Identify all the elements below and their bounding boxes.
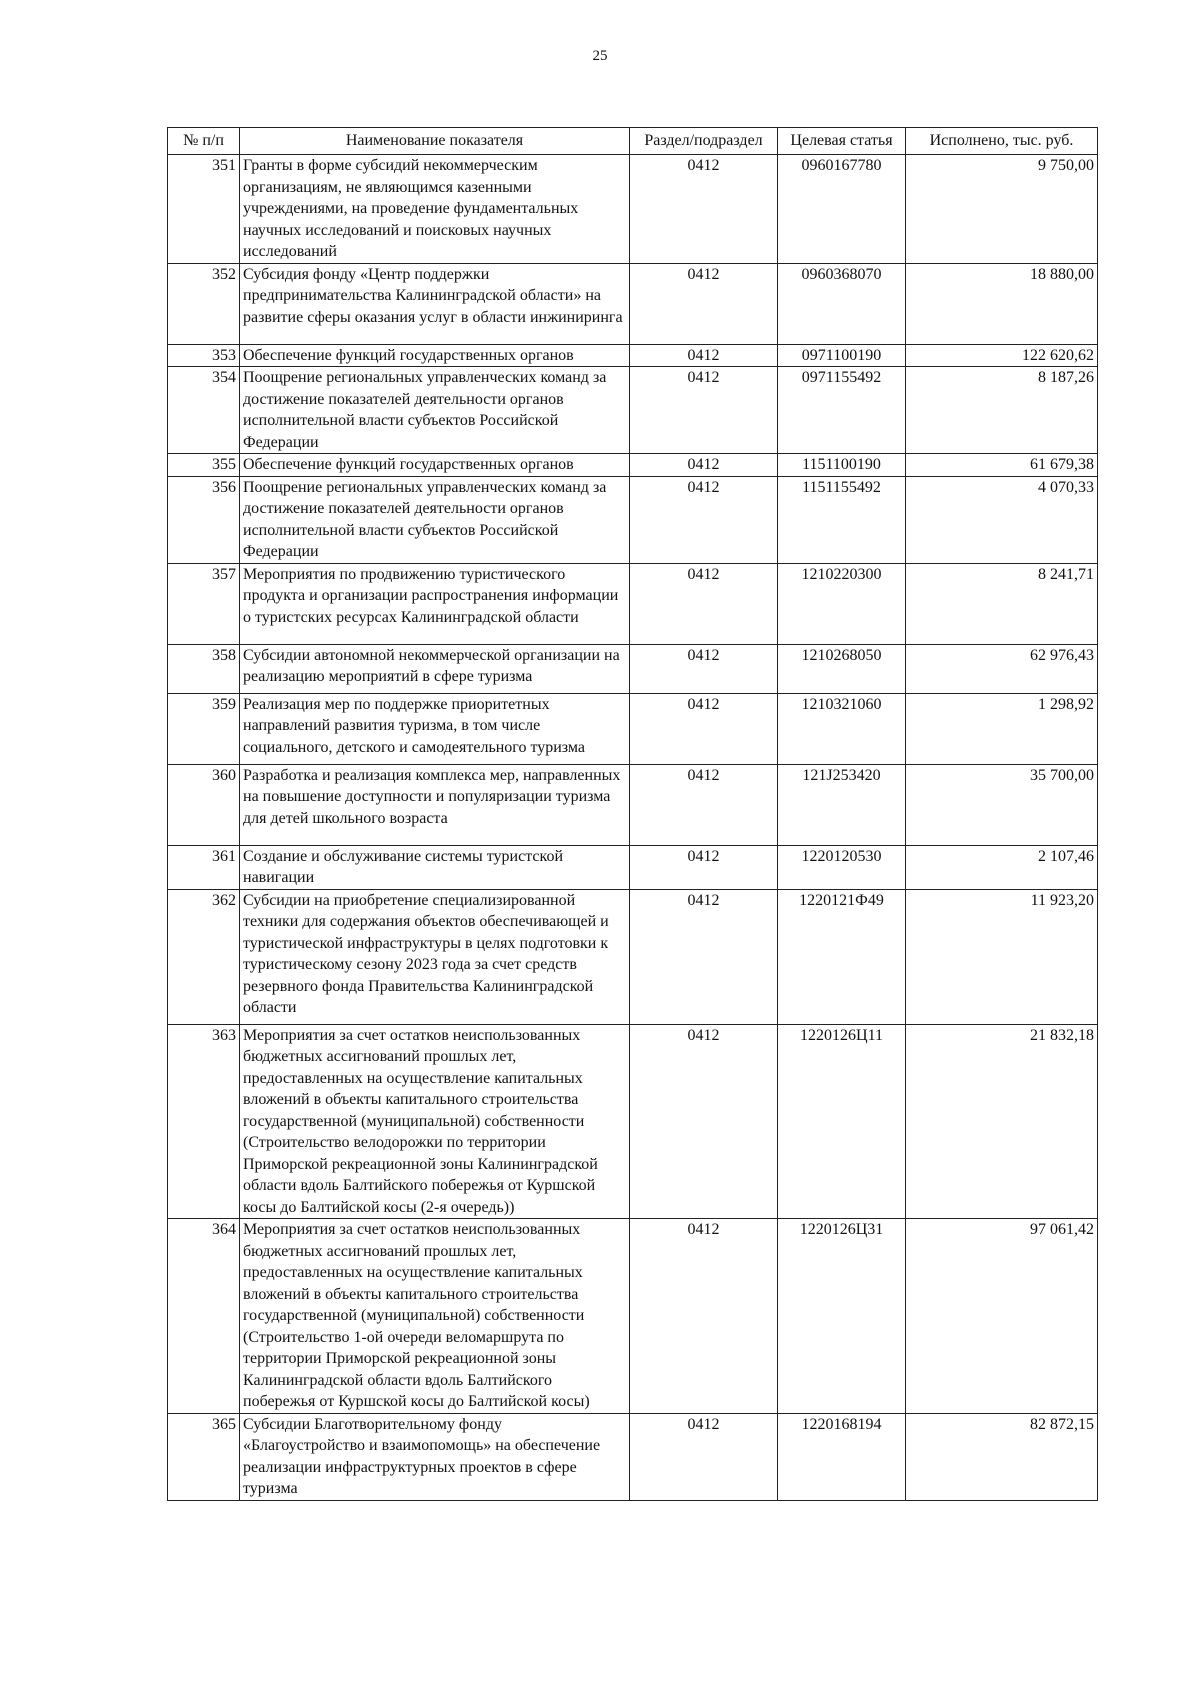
row-amount: 2 107,46	[906, 845, 1098, 889]
table-row	[168, 476, 1098, 563]
row-name: Мероприятия за счет остатков неиспользованных бюджетных ассигнований прошлых лет, предоставленных на осуществление капитальных вложений в объекты капитального строительства государственной (муниципальной) собственности (Строительство 1-ой очереди веломаршрута по территории Приморской рекреационной зоны Калининградской области вдоль Балтийского побережья от Куршской косы до Балтийской косы)	[240, 1219, 630, 1414]
row-number: 353	[168, 344, 240, 367]
row-target-article: 1220168194	[778, 1413, 906, 1500]
row-amount: 11 923,20	[906, 889, 1098, 1024]
row-name: Поощрение региональных управленческих команд за достижение показателей деятельности органов исполнительной власти субъектов Российской Федерации	[240, 367, 630, 454]
row-section: 0412	[630, 367, 778, 454]
row-name: Создание и обслуживание системы туристской навигации	[240, 845, 630, 889]
header-target: Целевая статья	[778, 128, 906, 155]
row-name: Обеспечение функций государственных органов	[240, 454, 630, 477]
table-row	[168, 1219, 1098, 1414]
table-row	[168, 845, 1098, 889]
row-name: Субсидия фонду «Центр поддержки предпринимательства Калининградской области» на развитие сферы оказания услуг в области инжиниринга	[240, 263, 630, 344]
row-section: 0412	[630, 263, 778, 344]
row-amount: 8 187,26	[906, 367, 1098, 454]
table-row	[168, 1413, 1098, 1500]
row-section: 0412	[630, 845, 778, 889]
row-amount: 1 298,92	[906, 693, 1098, 764]
budget-table	[167, 127, 1098, 1501]
row-amount: 21 832,18	[906, 1024, 1098, 1219]
row-name: Разработка и реализация комплекса мер, направленных на повышение доступности и популяризации туризма для детей школьного возраста	[240, 764, 630, 845]
row-target-article: 1220126Ц31	[778, 1219, 906, 1414]
row-number: 363	[168, 1024, 240, 1219]
table-row	[168, 263, 1098, 344]
row-target-article: 0960167780	[778, 155, 906, 264]
row-amount: 18 880,00	[906, 263, 1098, 344]
header-name: Наименование показателя	[240, 128, 630, 155]
row-section: 0412	[630, 1413, 778, 1500]
header-amount: Исполнено, тыс. руб.	[906, 128, 1098, 155]
row-section: 0412	[630, 155, 778, 264]
header-num: № п/п	[168, 128, 240, 155]
row-section: 0412	[630, 344, 778, 367]
row-number: 351	[168, 155, 240, 264]
row-section: 0412	[630, 693, 778, 764]
row-amount: 9 750,00	[906, 155, 1098, 264]
table-row	[168, 367, 1098, 454]
row-target-article: 1220121Ф49	[778, 889, 906, 1024]
table-row	[168, 889, 1098, 1024]
row-section: 0412	[630, 1219, 778, 1414]
row-number: 362	[168, 889, 240, 1024]
row-amount: 61 679,38	[906, 454, 1098, 477]
row-section: 0412	[630, 764, 778, 845]
table-row	[168, 693, 1098, 764]
row-target-article: 0971155492	[778, 367, 906, 454]
row-number: 354	[168, 367, 240, 454]
table-row	[168, 454, 1098, 477]
table-row	[168, 1024, 1098, 1219]
table-row	[168, 644, 1098, 693]
row-section: 0412	[630, 476, 778, 563]
row-amount: 122 620,62	[906, 344, 1098, 367]
table-row	[168, 563, 1098, 644]
row-target-article: 0960368070	[778, 263, 906, 344]
page-number: 25	[592, 48, 608, 64]
row-target-article: 0971100190	[778, 344, 906, 367]
row-target-article: 1210321060	[778, 693, 906, 764]
row-number: 360	[168, 764, 240, 845]
row-target-article: 1220120530	[778, 845, 906, 889]
row-section: 0412	[630, 644, 778, 693]
row-name: Мероприятия за счет остатков неиспользованных бюджетных ассигнований прошлых лет, предоставленных на осуществление капитальных вложений в объекты капитального строительства государственной (муниципальной) собственности (Строительство велодорожки по территории Приморской рекреационной зоны Калининградской области вдоль Балтийского побережья от Куршской косы до Балтийской косы (2-я очередь))	[240, 1024, 630, 1219]
row-amount: 35 700,00	[906, 764, 1098, 845]
row-amount: 82 872,15	[906, 1413, 1098, 1500]
row-target-article: 1210220300	[778, 563, 906, 644]
row-name: Поощрение региональных управленческих команд за достижение показателей деятельности органов исполнительной власти субъектов Российской Федерации	[240, 476, 630, 563]
row-name: Мероприятия по продвижению туристического продукта и организации распространения информации о туристских ресурсах Калининградской области	[240, 563, 630, 644]
row-number: 365	[168, 1413, 240, 1500]
row-number: 355	[168, 454, 240, 477]
row-number: 364	[168, 1219, 240, 1414]
row-amount: 4 070,33	[906, 476, 1098, 563]
row-target-article: 1151155492	[778, 476, 906, 563]
row-section: 0412	[630, 454, 778, 477]
row-amount: 62 976,43	[906, 644, 1098, 693]
table-row	[168, 155, 1098, 264]
row-number: 356	[168, 476, 240, 563]
row-section: 0412	[630, 1024, 778, 1219]
row-section: 0412	[630, 563, 778, 644]
row-name: Субсидии автономной некоммерческой организации на реализацию мероприятий в сфере туризма	[240, 644, 630, 693]
table-row	[168, 344, 1098, 367]
row-target-article: 1151100190	[778, 454, 906, 477]
row-number: 357	[168, 563, 240, 644]
row-target-article: 1210268050	[778, 644, 906, 693]
row-number: 361	[168, 845, 240, 889]
row-name: Обеспечение функций государственных органов	[240, 344, 630, 367]
header-section: Раздел/подраздел	[630, 128, 778, 155]
row-amount: 8 241,71	[906, 563, 1098, 644]
row-section: 0412	[630, 889, 778, 1024]
row-target-article: 1220126Ц11	[778, 1024, 906, 1219]
row-name: Субсидии Благотворительному фонду «Благоустройство и взаимопомощь» на обеспечение реализации инфраструктурных проектов в сфере туризма	[240, 1413, 630, 1500]
table-row	[168, 764, 1098, 845]
table-header-row	[168, 128, 1098, 155]
row-number: 358	[168, 644, 240, 693]
row-number: 359	[168, 693, 240, 764]
row-number: 352	[168, 263, 240, 344]
row-amount: 97 061,42	[906, 1219, 1098, 1414]
row-name: Гранты в форме субсидий некоммерческим организациям, не являющимся казенными учреждениями, на проведение фундаментальных научных исследований и поисковых научных исследований	[240, 155, 630, 264]
row-target-article: 121J253420	[778, 764, 906, 845]
row-name: Субсидии на приобретение специализированной техники для содержания объектов обеспечивающей и туристической инфраструктуры в целях подготовки к туристическому сезону 2023 года за счет средств резервного фонда Правительства Калининградской области	[240, 889, 630, 1024]
row-name: Реализация мер по поддержке приоритетных направлений развития туризма, в том числе социального, детского и самодеятельного туризма	[240, 693, 630, 764]
